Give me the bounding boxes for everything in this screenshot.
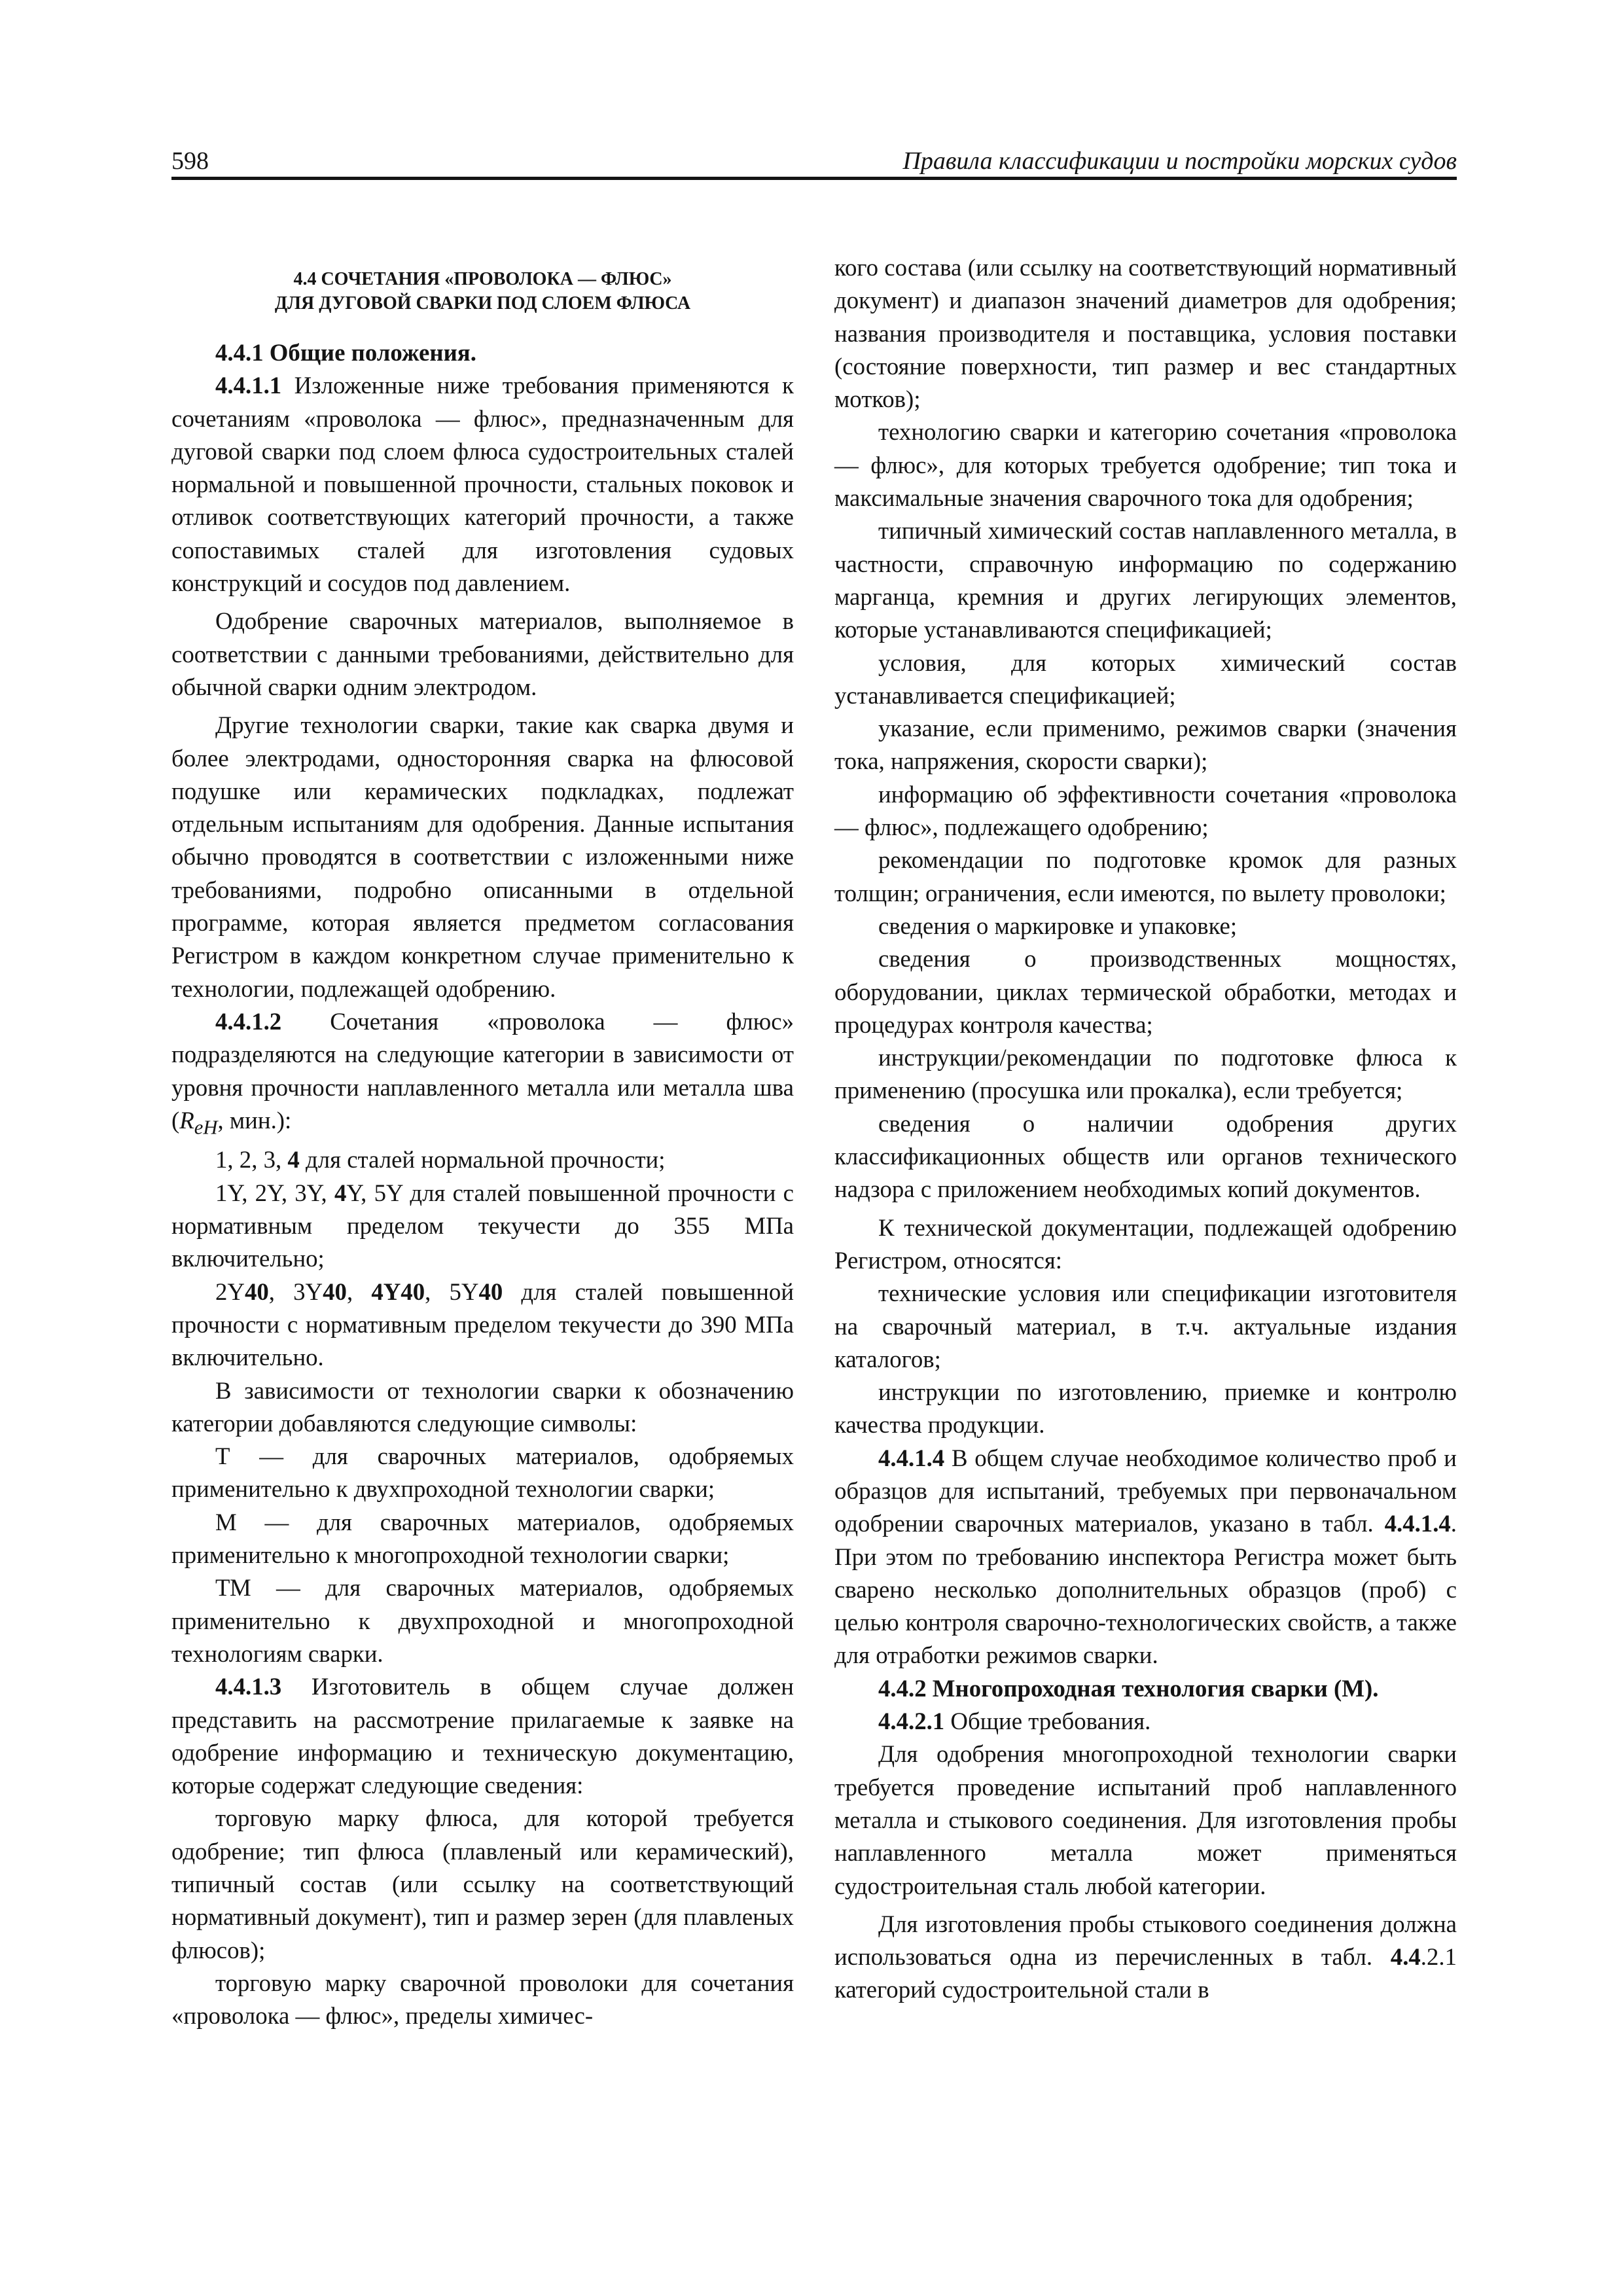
table-ref-bold: 4.4	[1390, 1943, 1421, 1971]
category-text: для сталей нормальной прочности;	[299, 1146, 666, 1174]
paragraph-4-4-1-4	[834, 1442, 1457, 1672]
left-column	[171, 251, 794, 2033]
symbol-tm: ТМ — для сварочных материалов, одобряемых применительно к двухпроходной и многопроходной технологиям сварки.	[171, 1574, 794, 1667]
heading-4-4-2: 4.4.2 Многопроходная технология сварки (М).	[878, 1674, 1379, 1702]
category-text: , 5Y	[425, 1278, 479, 1305]
clause-number: 4.4.2.1	[878, 1708, 945, 1735]
item-welding-modes: указание, если применимо, режимов сварки (значения тока, напряжения, скорости сварки);	[834, 715, 1457, 775]
clause-text: Изложенные ниже требования применяются к сочетаниям «проволока — флюс», предназначенным для дуговой сварки под слоем флюса судостроительных сталей нормальной и повышенной прочности, стальных поковок и отливок соответствующих категорий прочности, а также сопоставимых сталей для изготовления судовых конструкций и сосудов под давлением.	[171, 372, 794, 597]
item-production: сведения о производственных мощностях, оборудовании, циклах термической обработки, методах и процедурах контроля качества;	[834, 945, 1457, 1038]
clause-text: Для изготовления пробы стыкового соединения должна использоваться одна из перечисленных в табл.	[834, 1910, 1457, 1971]
section-title-line-1: 4.4 СОЧЕТАНИЯ «ПРОВОЛОКА — ФЛЮС»	[293, 269, 672, 289]
category-text: Y, 5Y для сталей повышенной прочности с нормативным пределом текучести до 355 МПа включительно;	[171, 1179, 794, 1272]
clause-text: . При этом по требованию инспектора Регистра может быть сварено несколько дополнительных образцов (проб) с целью контроля сварочно-технологических свойств, а также для отработки режимов сварки.	[834, 1510, 1457, 1669]
item-wire-brand: торговую марку сварочной проволоки для сочетания «проволока — флюс», пределы химичес-	[171, 1969, 794, 2030]
category-bold: 40	[244, 1278, 269, 1305]
paragraph-symbols: В зависимости от технологии сварки к обозначению категории добавляются следующие символы:	[171, 1376, 794, 1437]
paragraph-4-4-1-2	[171, 1005, 794, 1144]
right-column	[834, 251, 1457, 2007]
clause-text: Изготовитель в общем случае должен представить на рассмотрение прилагаемые к заявке на одобрение информацию и техническую документацию, которые содержат следующие сведения:	[171, 1673, 794, 1799]
clause-number: 4.4.1.3	[215, 1673, 282, 1700]
item-other-societies: сведения о наличии одобрения других классификационных обществ или органов технического надзора с приложением необходимых копий документов.	[834, 1109, 1457, 1203]
category-text: ,	[346, 1278, 372, 1305]
item-flux-instructions: инструкции/рекомендации по подготовке флюса к применению (просушка или прокалка), если требуется;	[834, 1044, 1457, 1104]
paragraph-other-technologies: Другие технологии сварки, такие как сварка двумя и более электродами, односторонняя сварка на флюсовой подушке или керамических подкладках, подлежат отдельным испытаниям для одобрения. Данные испытания обычно проводятся в соответствии с изложенными ниже требованиями, подробно описанными в отдельной программе, которая является предметом согласования Регистром в каждом конкретном случае применительно к технологии, подлежащей одобрению.	[171, 711, 794, 1002]
category-text: для сталей повышенной прочности с нормативным пределом текучести до 390 МПа включительно.	[171, 1278, 794, 1371]
category-normal-strength	[171, 1143, 794, 1176]
item-manufacturing-instructions: инструкции по изготовлению, приемке и контролю качества продукции.	[834, 1378, 1457, 1439]
table-ref: .1.	[1414, 1510, 1439, 1537]
item-edge-preparation: рекомендации по подготовке кромок для разных толщин; ограничения, если имеются, по вылету проволоки;	[834, 846, 1457, 906]
clause-text: В общем случае необходимое количество проб и образцов для испытаний, требуемых при первоначальном одобрении сварочных материалов, указано в табл.	[834, 1444, 1457, 1537]
item-wire-brand-continued: кого состава (или ссылку на соответствующий нормативный документ) и диапазон значений диаметров для одобрения; названия производителя и поставщика, условия поставки (состояние поверхности, тип размер и вес стандартных мотков);	[834, 254, 1457, 413]
category-text: 1, 2, 3,	[215, 1146, 288, 1174]
paragraph-documentation: К технической документации, подлежащей одобрению Регистром, относятся:	[834, 1213, 1457, 1274]
category-bold: 4	[334, 1179, 347, 1206]
section-title-line-2: ДЛЯ ДУГОВОЙ СВАРКИ ПОД СЛОЕМ ФЛЮСА	[274, 293, 691, 314]
clause-number: 4.4.1.2	[215, 1007, 282, 1035]
page-header	[171, 143, 1457, 179]
item-technology: технологию сварки и категорию сочетания «проволока — флюс», для которых требуется одобрение; тип тока и максимальные значения сварочного тока для одобрения;	[834, 418, 1457, 512]
reh-subscript: eH	[194, 1116, 218, 1139]
item-conditions: условия, для которых химический состав устанавливается спецификацией;	[834, 649, 1457, 709]
reh-symbol: R	[179, 1106, 194, 1134]
category-higher-strength-390	[171, 1276, 794, 1374]
item-efficiency: информацию об эффективности сочетания «проволока — флюс», подлежащего одобрению;	[834, 780, 1457, 841]
clause-text: .2.1 категорий судостроительной стали в	[834, 1943, 1457, 2003]
item-chemical-composition: типичный химический состав наплавленного металла, в частности, справочную информацию по содержанию марганца, кремния и других легирующих элементов, которые устанавливаются спецификацией;	[834, 517, 1457, 643]
paragraph-4-4-1-1	[171, 369, 794, 600]
section-title	[171, 267, 794, 315]
category-text: 1Y, 2Y, 3Y,	[215, 1179, 334, 1206]
paragraph-multipass: Для одобрения многопроходной технологии сварки требуется проведение испытаний проб наплавленного металла и стыкового соединения. Для изготовления пробы наплавленного металла может применяться судостроительная сталь любой категории.	[834, 1740, 1457, 1899]
category-text: 2Y	[215, 1278, 245, 1305]
item-specifications: технические условия или спецификации изготовителя на сварочный материал, в т.ч. актуальные издания каталогов;	[834, 1280, 1457, 1372]
category-text: , 3Y	[268, 1278, 323, 1305]
header-rule	[171, 177, 1457, 180]
symbol-t: Т — для сварочных материалов, одобряемых применительно к двухпроходной технологии сварки;	[171, 1443, 794, 1503]
clause-number: 4.4.1.1	[215, 372, 282, 399]
table-ref-bold: 4	[1438, 1510, 1451, 1537]
clause-number: 4.4.1.4	[878, 1444, 945, 1471]
category-bold: Y	[383, 1278, 401, 1305]
clause-text: Общие требования.	[944, 1708, 1151, 1735]
clause-text: , мин.):	[217, 1106, 292, 1134]
symbol-m: М — для сварочных материалов, одобряемых применительно к многопроходной технологии сварки;	[171, 1508, 794, 1569]
item-marking: сведения о маркировке и упаковке;	[878, 912, 1238, 939]
category-higher-strength-355	[171, 1177, 794, 1276]
category-bold: 4	[287, 1146, 300, 1174]
table-ref-bold: 4.4	[1384, 1510, 1415, 1537]
clause-text: Сочетания «проволока — флюс» подразделяются на следующие категории в зависимости от уровня прочности наплавленного металла или металла шва (	[171, 1007, 794, 1134]
category-bold: 4	[371, 1278, 383, 1305]
paragraph-4-4-1-3	[171, 1670, 794, 1802]
category-bold: 40	[323, 1278, 347, 1305]
heading-4-4-2-1	[834, 1705, 1457, 1738]
paragraph-approval: Одобрение сварочных материалов, выполняемое в соответствии с данными требованиями, действительно для обычной сварки одним электродом.	[171, 607, 794, 700]
heading-4-4-1: 4.4.1 Общие положения.	[215, 339, 476, 366]
page-number: 598	[171, 147, 209, 175]
item-flux-brand: торговую марку флюса, для которой требуется одобрение; тип флюса (плавленый или керамический), типичный состав (или ссылку на соответствующий нормативный документ), тип и размер зерен (для плавленых флюсов);	[171, 1804, 794, 1964]
category-bold: 40	[401, 1278, 425, 1305]
running-title: Правила классификации и постройки морских судов	[902, 147, 1457, 175]
category-bold: 40	[478, 1278, 503, 1305]
paragraph-butt-joint	[834, 1908, 1457, 2007]
